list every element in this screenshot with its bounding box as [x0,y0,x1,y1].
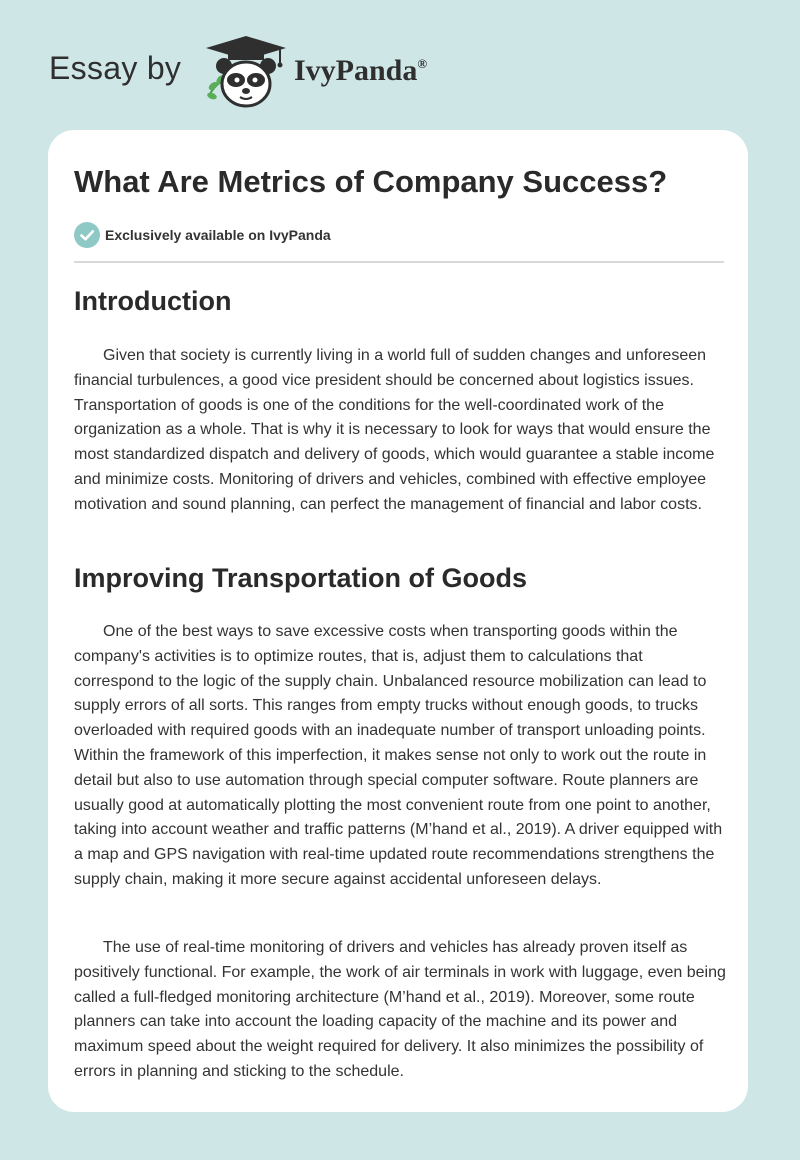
exclusive-badge [74,222,331,248]
paragraph: Given that society is currently living in a world full of sudden changes and unforeseen financial turbulences, a good vice president should be concerned about logistics issues. Transportation of goods is one of the conditions for the well-coordinated work of the organization as a whole. That is why it is necessary to look for ways that would ensure the most standardized dispatch and delivery of goods, which would guarantee a stable income and minimize costs. Monitoring of drivers and vehicles, combined with effective employee motivation and sound planning, can perfect the management of financial and labor costs. [74,347,715,513]
paragraph: One of the best ways to save excessive costs when transporting goods within the company's activities is to optimize routes, that is, adjust them to calculations that correspond to the logic of the supply chain. Unbalanced resource mobilization can lead to supply errors of all sorts. This ranges from empty trucks without enough goods, to trucks overloaded with required goods with an inadequate number of transport unloading points. Within the framework of this imperfection, it makes sense not only to work out the route in detail but also to use automation through special computer software. Route planners are usually good at automatically plotting the most convenient route from one point to another, taking into account weather and traffic patterns (M’hand et al., 2019). A driver equipped with a map and GPS navigation with real-time updated route recommendations strengthens the supply chain, making it more secure against accidental unforeseen delays. [74,623,723,888]
brand-name[interactable]: IvyPanda® [294,54,428,87]
badge-label: Exclusively available on IvyPanda [105,227,331,243]
page-title: What Are Metrics of Company Success? [74,164,668,199]
essay-by-text: Essay by [49,50,182,86]
site-header [0,0,800,125]
check-circle-icon [74,222,100,248]
panda-graduate-icon[interactable] [200,34,292,110]
divider [74,261,724,263]
registered-mark: ® [417,56,428,71]
paragraph: The use of real-time monitoring of drivers and vehicles has already proven itself as positively functional. For example, the work of air terminals in work with luggage, even being called a full-fledged monitoring architecture (M’hand et al., 2019). Moreover, some route planners can take into account the loading capacity of the machine and its power and maximum speed about the weight required for delivery. It also minimizes the possibility of errors in planning and sticking to the schedule. [74,939,726,1080]
section-heading-improving-transportation: Improving Transportation of Goods [74,563,528,593]
section-heading-introduction: Introduction [74,286,232,316]
